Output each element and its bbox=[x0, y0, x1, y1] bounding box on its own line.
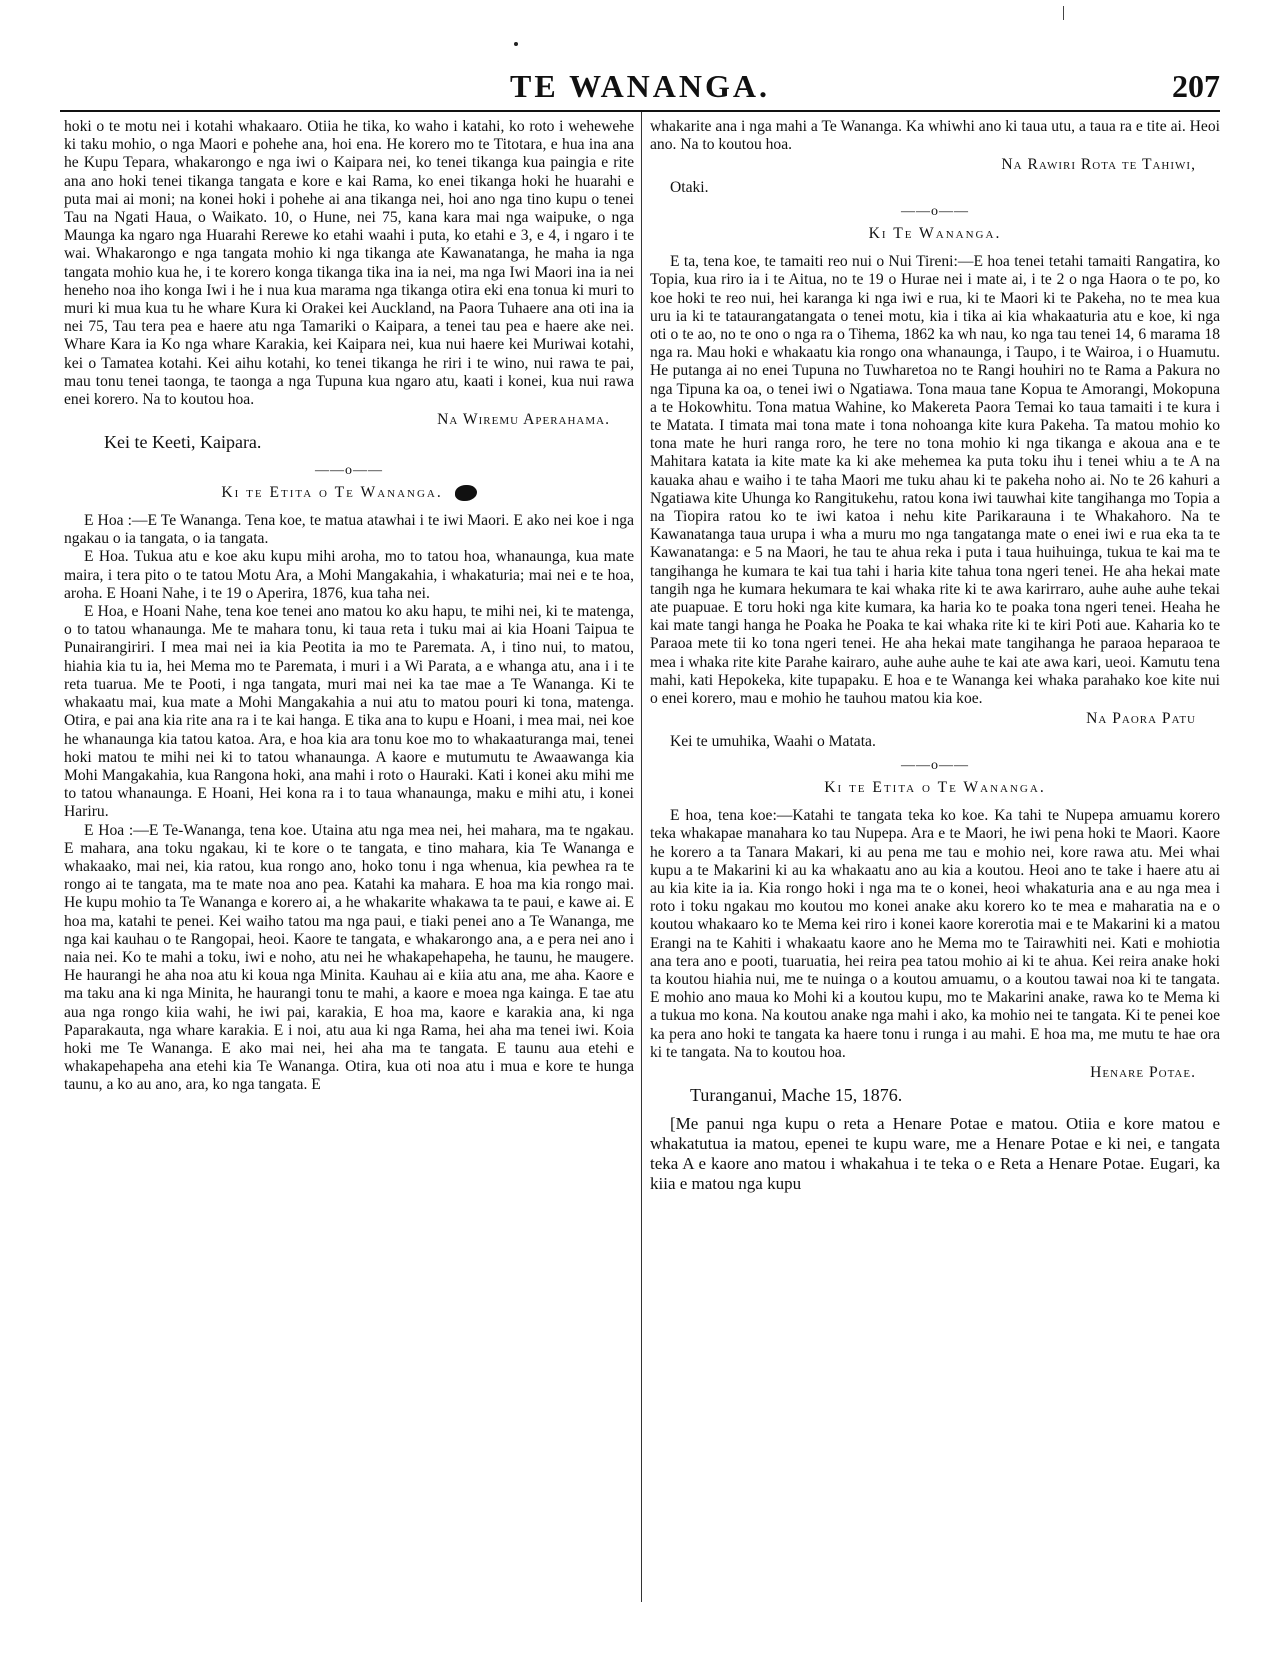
masthead-title: TE WANANGA. bbox=[510, 68, 770, 104]
signature: Na Wiremu Aperahama. bbox=[437, 411, 610, 429]
section-separator: ——o—— bbox=[315, 462, 383, 478]
section-separator: ——o—— bbox=[901, 203, 969, 219]
place-line: Kei te umuhika, Waahi o Matata. bbox=[670, 732, 876, 750]
article-paragraph: E Hoa :—E Te-Wananga, tena koe. Utaina atu nga mea nei, hei mahara, ma te ngakau. E mahara, ana toku ngakau, ki te kore o te tangata, e tino mahara, kia Te Wananga e whakaako, mai nei, kia ratou, kua rongo ano, hoko tonu i nga whenua, kia pewhea ra te rongo ai te tangata, ma te mate noa ano pea. Katahi ka mahara. E hoa ma kia rongo mai. He kupu mohio ta Te Wananga e korero ai, a he whakarite whakawa ta te paui, e kawe ai. E hoa ma, katahi te penei. Kei waiho tatou ma nga paui, e tiaki penei ano a Te Wananga, me nga kai kauhau o te Rangopai, heoi. Kaore te tangata, e whakarongo ana, a e pera nei ano i naia nei. Ko te mahi a toku, iwi e noho, atu nei he whakapehapeha, he taunu, he maugere. He haurangi he aha noa atu ki koua nga Minita. Kauhau ai e kiia atu ana, me aha. Kaore e ma taku ana ki nga Minita, he haurangi tonu te mahi, a kaore e moea nga kainga. E tae atu aua nga rongo kiia wahi, he iwi pai, karakia, E hoa ma, kaore e karakia ana, ki nga Paparakauta, nga whare karakia. E i noi, atu aua ki nga Rama, hei aha ma tenei iwi. Koia hoki me Te Wananga. E ako mai nei, hei aha ma te tangata. E taunu aua etehi e whakapehapeha ana etehi kia Te Wananga. Otira, kua oti noa atu i mua e kore te hunga taunu, a ko au ano, ara, ko nga tangata. E bbox=[64, 821, 634, 1094]
article-paragraph: E ta, tena koe, te tamaiti reo nui o Nui Tireni:—E hoa tenei tetahi tamaiti Rangatira, ko Topia, kua riro ia i te Aitua, no te 19 o Hurae nei i mate ai, i te 2 o nga Haora o te po, ko koe hoki te reo nui, hei karanga ki nga iwi e rua, ki te Maori ki te Pakeha, no te mea kua uru ia ki te tataurangatangata o tenei motu, kia i tika ai kia whakaaturia atu e koe, ki nga oti o te ao, no te ono o nga ra o Tihema, 1862 ka wh nau, ko nga tau tenei 14, 6 marama 18 nga ra. Mau hoki e whakaatu kia rongo ona whanaunga, i Taupo, i te Wairoa, i o Huamutu. He putanga ai no enei Tupuna no Tuwharetoa no te Rangi houhiri no te Rama a Pakura no nga Tipuna ka oa, o tenei iwi o Ngatiawa. Tona maua tane Kopua te Amorangi, Mokopuna a te Hokowhitu. Tona matua Wahine, ko Makereta Paora Temai ko taua tamaiti i te kura i te Matata. I timata mai tona mate i tona nohoanga kite kura Pakeha. Ta matou mohio ko tona mate he huri ranga roro, he tere no tona mohio ki nga tikanga e akoua ana e te Mahitara katata ia kite mate ka ki ake mehemea ka puta toku ihu i tenei whiu a te A na kauaka ahau e waiho i te taha Maori me tuku ahau ki te pakeha noho ai. No te 26 kahuri a Ngatiawa kite Uhunga ko Rangitukehu, ratou kona iwi tauwhai kite tangihanga mo Topia a na Tiopira ratou ko te iwi katoa i nehu kite Parikarauna i te Whakahoro. Na te Kawanatanga taua urupa i wha a muru mo nga tangatanga mate o enei iwi e rua eka ta te Kawanatanga: e 5 na Maori, he tau te ahua reka i puta i taua huihuinga, tukua te kai ma te tangihanga he kumara te kai tua tahi i haria kite tahua tona ngeri tenei. He aha hekai mate tangih nga he kumara hekumara te kai whaka rite ki te awa karirraro, auhe auhe auhe tekai ate puapuae. E toru hoki nga kite kumara, ka haria ko te poaka tona ngeri tenei. Heaha he kai mate tangi hanga he Poaka he Poaka te kai whaka rite ki te kiri Poti aue. Kaharia ko te Paraoa mete tii ko tona ngeri tenei. He aha hekai mate tangihanga he paraoa heparaoa te mea i whaka rite kite Parahe kairaro, auhe auhe auhe te kai ate awa kari, ueoi. Kamutu tena mahi, kati Hepokeka, kite tupapaku. E hoa e te Wananga kei whaka parahako koe kite nui o enei korero, mau e mohio he tauhou matou kia koe. bbox=[650, 253, 1220, 708]
article-paragraph: E Hoa :—E Te Wananga. Tena koe, te matua atawhai i te iwi Maori. E ako nei koe i nga ngakau o ia tangata, o ia tangata. bbox=[64, 512, 634, 548]
margin-mark bbox=[1063, 6, 1064, 20]
header-rule bbox=[60, 110, 1220, 112]
page-number: 207 bbox=[1172, 68, 1220, 104]
editor-note: [Me panui nga kupu o reta a Henare Potae e matou. Otiia e kore matou e whakatutua ia matou, epenei te kupu ware, me a Henare Potae e ki nei, e tangata teka A e kaore ano matou i whakahua i te teka o e Reta a Henare Potae. Eugari, ka kiia e matou nga kupu bbox=[650, 1114, 1220, 1194]
letter-ki-te-wananga bbox=[650, 203, 1220, 751]
place-line: Otaki. bbox=[670, 178, 709, 196]
signature: Henare Potae. bbox=[1090, 1063, 1196, 1081]
signature: Na Paora Patu bbox=[1086, 710, 1196, 728]
page-header bbox=[60, 68, 1220, 108]
article-paragraph: hoki o te motu nei i kotahi whakaaro. Otiia he tika, ko waho i katahi, ko roto i wehewehe ki taku mohio, o nga Maori e pohehe ana, hoi ena. He korero mo te Titotara, e hua ina ana he Kupu Tepara, whakarongo e nga iwi o Kaipara nei, ko tenei tikanga kua paingia e rite ana ano hoki tenei tikanga tangata e kore e kai Rama, ko enei tikanga hoki he huarahi e puta mai ai moni; na konei hoki i pohehe ai ana tikanga nei, hoi ano nga tino kupu o tenei Tau na Ngati Haua, o Waikato. 10, o Hune, nei 75, kana kara mai nga waipuke, o nga Maunga ka ngaro nga Huarahi Rerewe ko etahi waahi i puta, ko etahi e 3, e 4, i ngaro i te wai. Whakarongo e nga tangata mohio ki nga tikanga ate Kawanatanga, he maha ia nga tangata mohio kua he, i te korero konga tikanga tika ina ia nei, ma nga Iwi Maori ina ia nei heneho noa iho konga Iwi i he i nua kua marama nga tikanga otira eki ena tonua ki muri to muri ki mua kua tu he whare Kura ki Orakei kei Auckland, na Paora Tuhaere ana oti ina ia nei 75, Tau tera pea e haere atu nga Tamariki o Kaipara, a tenei tau pea e haere ake nei. Whare Kara ia Ko nga whare Karakia, kei Kaipara nei, kua nui haere kei Muriwai kotahi, kei o Tamatea kotahi. Kei aihu kotahi, ko tenei tikanga he riri i te wino, nui rawa te pai, mau tonu tenei taonga, te taonga a nga Tupuna kua ngaro atu, kaati i konei, kua nui rawa enei korero. Na to koutou hoa. bbox=[64, 118, 634, 409]
article-paragraph: E Hoa. Tukua atu e koe aku kupu mihi aroha, mo to tatou hoa, whanaunga, kua mate maira, i tera pito o te tatou Motu Ara, a Mohi Mangakahia, i whakaturia; mai nei e te hoa, aroha. E Hoani Nahe, i te 19 o Aperira, 1876, kua taha nei. bbox=[64, 548, 634, 602]
signature: Na Rawiri Rota te Tahiwi, bbox=[1001, 156, 1196, 174]
ink-speck bbox=[514, 42, 518, 46]
section-heading: Ki te Etita o Te Wananga. bbox=[824, 778, 1046, 796]
letter-to-editor bbox=[64, 462, 634, 1095]
letter-henare-potae bbox=[650, 757, 1220, 1195]
column-divider bbox=[641, 112, 642, 1602]
place-line: Kei te Keeti, Kaipara. bbox=[104, 432, 262, 453]
ink-blot bbox=[455, 485, 477, 501]
section-heading: Ki Te Wananga. bbox=[868, 225, 1002, 243]
section-heading-text: Ki te Etita o Te Wananga. bbox=[221, 483, 443, 501]
article-paragraph: E hoa, tena koe:—Katahi te tangata teka ko koe. Ka tahi te Nupepa amuamu korero teka whakapae manahara ko tau Nupepa. Ara e te Maori, he iwi pena hoki te Maori. Kaore he korero a ta Tanara Makari, ki au pena me tau e mohio nei, kore rawa atu. Mei whai kupu a te Makarini ki au ka whakaatu ano au kia a koutou. Heoi ano te take i haere atu ai au kia kite ia ia. Kia rongo hoki i nga ma te o konei, heoi whakaturia ana e au nga mea i roto i toku ngakau mo koutou mo konei anake aku korero ko te mea e maharatia na e o koutou whakaaro ko te Mema kei riro i konei kaore korerotia mai e te Makarini ki a matou Erangi na te Kahiti i whakaatu kaore ano he Mema mo te Tairawhiti nei. Kati e mohiotia ana tera ano e pooti, tuaruatia, hei reira pea tatou mohio ai ki te ahua. Kei reira anake hoki ta koutou hiahia nui, me te nuinga o a koutou amuamu, o a koutou tawai noa ki te tangata. E mohio ano maua ko Mohi ki a koutou kupu, mo te Makarini anake, rawa ko te Mema ki a tukua mo kona. Na koutou anake nga mahi i ako, ka mohio nei te tangata. Ki te penei koe ka pera ano hoki te tangata ka haere tonu i runga i au mahi. E hoa ma, me mutu te hae ora ki te tangata. Na to koutou hoa. bbox=[650, 807, 1220, 1061]
letter-continuation bbox=[650, 118, 1220, 197]
section-heading bbox=[64, 484, 634, 502]
left-column bbox=[64, 118, 634, 1095]
section-separator: ——o—— bbox=[901, 757, 969, 773]
right-column bbox=[650, 118, 1220, 1194]
place-line: Turanganui, Mache 15, 1876. bbox=[690, 1085, 903, 1106]
letter-wiremu-aperahama bbox=[64, 118, 634, 452]
article-paragraph: whakarite ana i nga mahi a Te Wananga. Ka whiwhi ano ki taua utu, a taua ra e tite ai. Heoi ano. Na to koutou hoa. bbox=[650, 118, 1220, 154]
article-paragraph: E Hoa, e Hoani Nahe, tena koe tenei ano matou ko aku hapu, te mihi nei, ki te matenga, o to tatou whanaunga. Me te mahara tonu, ki taua reta i tuku mai ai kia Hoani Taipua te Punairangiriri. I mea mai nei ia kia Peotita ia mo te Paremata. A, i tino nui, to matou, hiahia kia tu ia, hei Mema mo te Paremata, i muri i a Wi Parata, a e whanga atu, ana i i te reta tuarua. Me te Pooti, i nga tangata, muri mai nei ka tae mae a Te Wananga. Ki te whakaatu mai, kua mate a Mohi Mangakahia a nui atu to matou pouri ki tona, matenga. Otira, e pai ana kia rite ana ra i te kai hanga. E tika ana to kupu e Hoani, i mea mai, nei koe he whanaunga kia tatou katoa. Ara, e hoa kia ara tonu koe mo to whakaaturanga mai, tenei hoki matou te mihi nei ki to tatou whanaunga. A kaore e mutumutu te Awaawanga kia Mohi Mangakahia, kua Rangona hoki, ana mahi i roto o Hauraki. Kati i konei aku mihi me to tatou whanaunga. E Hoani, Hei kona ra i to taua whanaunga, maku e mihi atu, i konei Hariru. bbox=[64, 603, 634, 821]
